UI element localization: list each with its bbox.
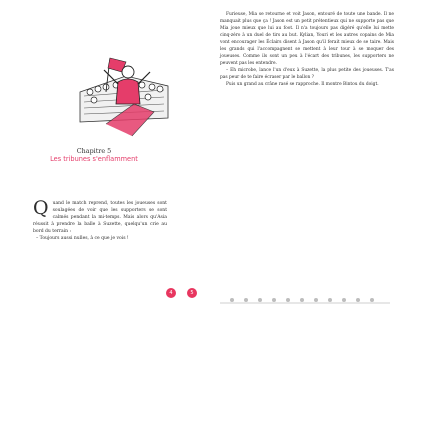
page-number-right: 5: [187, 288, 197, 298]
paragraph-2: – Eh microbe, lance l'un d'eux à Suzette, la plus petite des joueuses. T'as pas peur de te faire écraser par le ballon ?: [220, 68, 394, 81]
chapter-opening-text: [33, 197, 167, 242]
opening-paragraph: uand le match reprend, toutes les joueuses sont soulagées de voir que les supporters se sont calmés pendant la mi-temps. Mais alors qu'Asia réussit à prendre la balle à Suzette, quelqu'un crie au bord du terrain :: [33, 201, 167, 235]
drop-cap: Q: [33, 197, 49, 219]
chapter-illustration: [76, 52, 170, 138]
chapter-heading: [20, 147, 168, 163]
decorative-strip-illustration: [220, 295, 390, 305]
right-page: [190, 0, 422, 422]
quote-paragraph: – Toujours aussi nulles, à ce que je vois !: [36, 236, 129, 242]
paragraph-3: Puis un grand au crâne rasé se rapproche. Il montre Bintou du doigt.: [226, 82, 379, 88]
paragraph-1: Furieuse, Mia se retourne et voit Jason, entouré de toute une bande. Il ne manquait plus que ça ! Jason est un petit prétentieux qui ne supporte pas que Mia joue mieux que lui au foot. Il n'a toujours pas digéré qu'elle lui mette cinq-zéro à un duel de tirs au but. Kylian, Youri et les autres copains de Mia vont encourager les Éclairs disent à Jason qu'il ferait mieux de se taire. Mais les grands qui l'accompagnent se mettent à leur tour à se moquer des joueuses. Comme ils sont un peu à l'écart des tribunes, les supporters ne peuvent pas les entendre.: [220, 12, 394, 67]
chapter-number: Chapitre 5: [76, 147, 112, 155]
page-number-left: 4: [166, 288, 176, 298]
continued-text: [220, 11, 394, 89]
chapter-title: Les tribunes s'enflamment: [50, 155, 138, 163]
